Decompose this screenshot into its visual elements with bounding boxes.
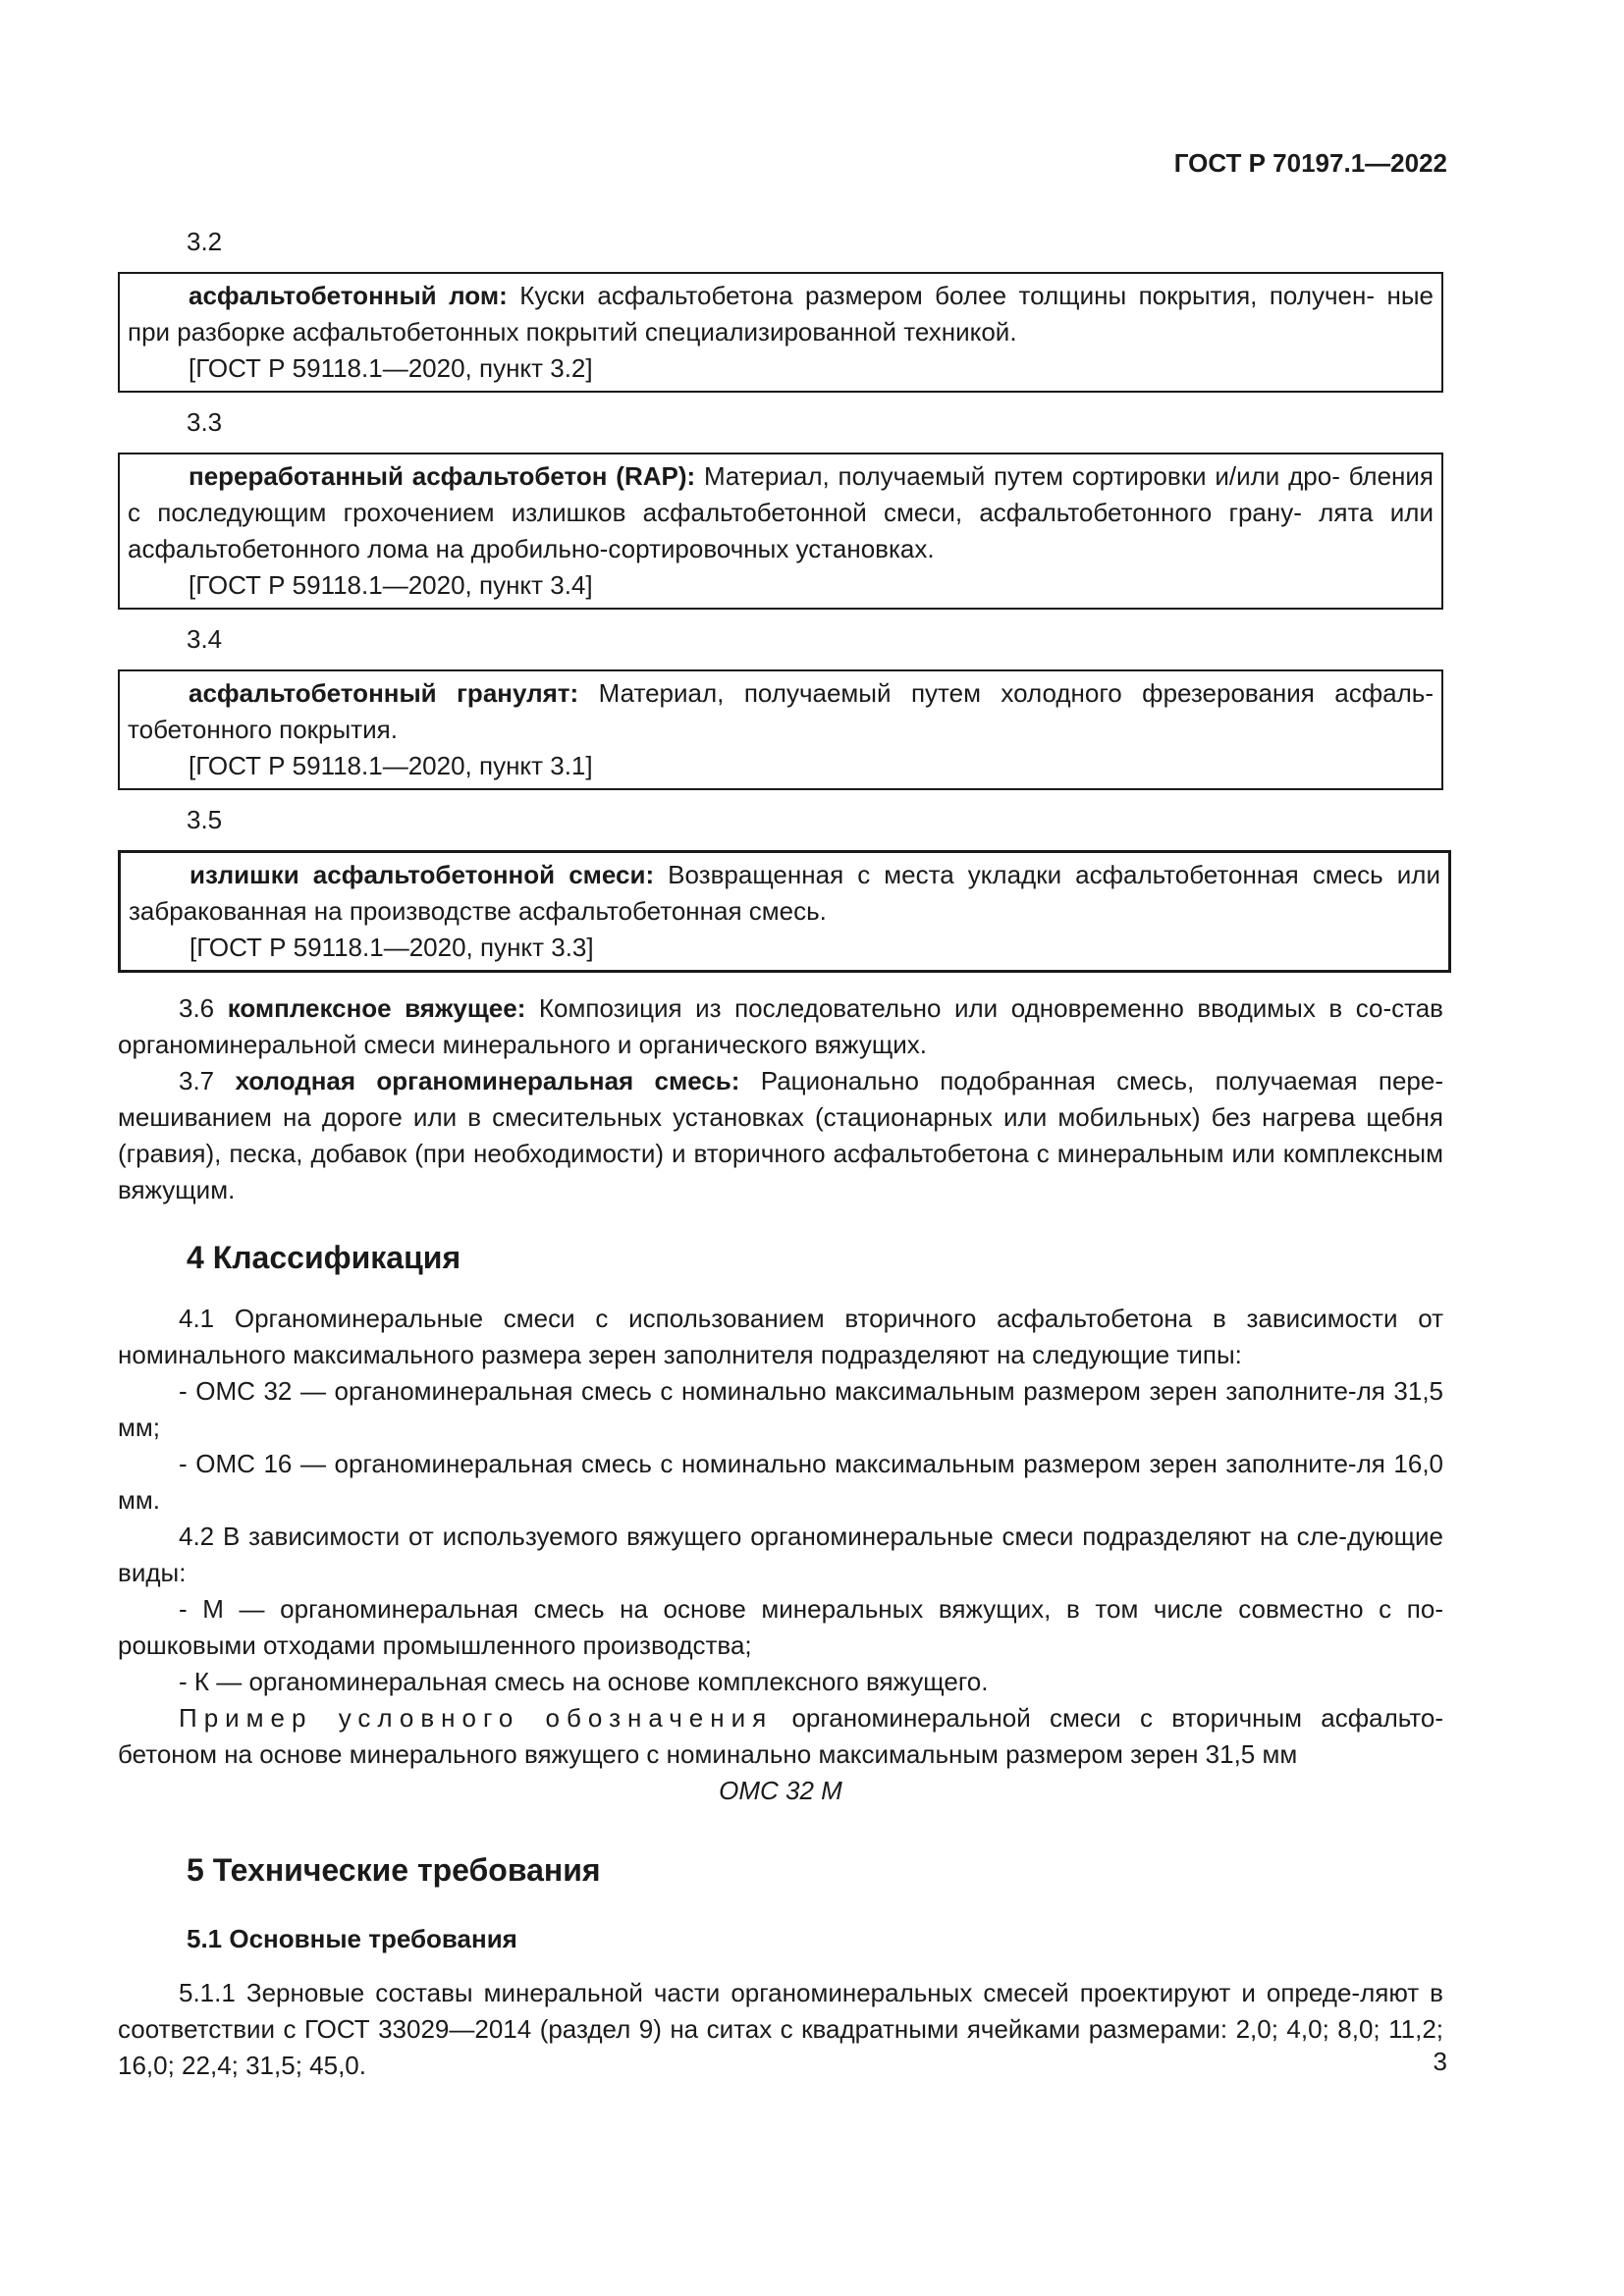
term-definition: асфальтобетонный гранулят: Материал, получаемый путем холодного фрезерования асфаль- тобетонного покрытия. [128,678,1434,744]
paragraph-4-1: 4.1 Органоминеральные смеси с использованием вторичного асфальтобетона в зависимости от номинального максимального размера зерен заполнителя подразделяют на следующие типы: [118,1304,1443,1369]
term-name: излишки асфальтобетонной смеси: [189,860,655,889]
term-source: [ГОСТ Р 59118.1—2020, пункт 3.2] [189,353,593,383]
example-paragraph: Пример условного обозначения органоминеральной смеси с вторичным асфальто-бетоном на основе минерального вяжущего с номинально максимальным размером зерен 31,5 мм [118,1703,1444,1769]
term-name: холодная органоминеральная смесь: [235,1066,740,1095]
paragraph-4-2: 4.2 В зависимости от используемого вяжущего органоминеральные смеси подразделяют на сле-дующие виды: [118,1522,1443,1587]
example-code: ОМС 32 М [719,1776,842,1805]
list-item: - К — органоминеральная смесь на основе комплексного вяжущего. [179,1667,989,1696]
term-source: [ГОСТ Р 59118.1—2020, пункт 3.3] [189,933,594,962]
page-number: 3 [1433,2047,1447,2076]
term-name: асфальтобетонный лом: [189,281,508,310]
document-id: ГОСТ Р 70197.1—2022 [1173,148,1447,178]
term-number: 3.4 [187,624,223,654]
term-definition: переработанный асфальтобетон (RAP): Материал, получаемый путем сортировки и/или дро- бления с последующим грохочением излишков асфальтобетонной смеси, асфальтобетонного грану- лята или асфальтобетонного лома на дробильно-сортировочных установках. [128,461,1434,563]
term-box [118,669,1443,790]
list-item: - ОМС 32 — органоминеральная смесь с номинально максимальным размером зерен заполните-ля 31,5 мм; [118,1376,1443,1442]
term-definition: асфальтобетонный лом: Куски асфальтобетона размером более толщины покрытия, получен- ные при разборке асфальтобетонных покрытий специализированной техникой. [128,281,1434,347]
paragraph-5-1-1: 5.1.1 Зерновые составы минеральной части органоминеральных смесей проектируют и опреде-ляют в соответствии с ГОСТ 33029—2014 (раздел 9) на ситах с квадратными ячейками размерами: 2,0; 4,0; 8,0; 11,2; 16,0; 22,4; 31,5; 45,0. [118,1978,1443,2080]
section-4-heading: 4 Классификация [187,1240,461,1275]
term-name: комплексное вяжущее: [227,993,526,1023]
term-source: [ГОСТ Р 59118.1—2020, пункт 3.4] [189,570,593,600]
term-name: асфальтобетонный гранулят: [189,678,579,708]
section-5-heading: 5 Технические требования [187,1852,601,1888]
list-item: - М — органоминеральная смесь на основе минеральных вяжущих, в том числе совместно с по-рошковыми отходами промышленного производства; [118,1594,1443,1660]
term-box [118,453,1443,610]
term-source: [ГОСТ Р 59118.1—2020, пункт 3.1] [189,751,593,780]
subsection-5-1-heading: 5.1 Основные требования [187,1924,517,1953]
example-label: Пример условного обозначения [179,1703,774,1733]
term-name: переработанный асфальтобетон (RAP): [189,461,696,491]
term-number: 3.2 [187,227,223,256]
list-item: - ОМС 16 — органоминеральная смесь с номинально максимальным размером зерен заполните-ля 16,0 мм. [118,1449,1443,1515]
page-content [118,224,1443,2084]
term-number: 3.3 [187,407,223,437]
term-number: 3.5 [187,805,223,834]
term-3-6: 3.6 комплексное вяжущее: Композиция из последовательно или одновременно вводимых в со-став органоминеральной смеси минерального и органического вяжущих. [118,993,1443,1059]
term-box [118,850,1451,973]
term-3-7: 3.7 холодная органоминеральная смесь: Рационально подобранная смесь, получаемая пере-мешиванием на дороге или в смесительных установках (стационарных или мобильных) без нагрева щебня (гравия), песка, добавок (при необходимости) и вторичного асфальтобетона с минеральным или комплексным вяжущим. [118,1066,1443,1204]
term-definition: излишки асфальтобетонной смеси: Возвращенная с места укладки асфальтобетонная смесь или забракованная на производстве асфальтобетонная смесь. [129,860,1440,926]
term-box [118,272,1443,393]
